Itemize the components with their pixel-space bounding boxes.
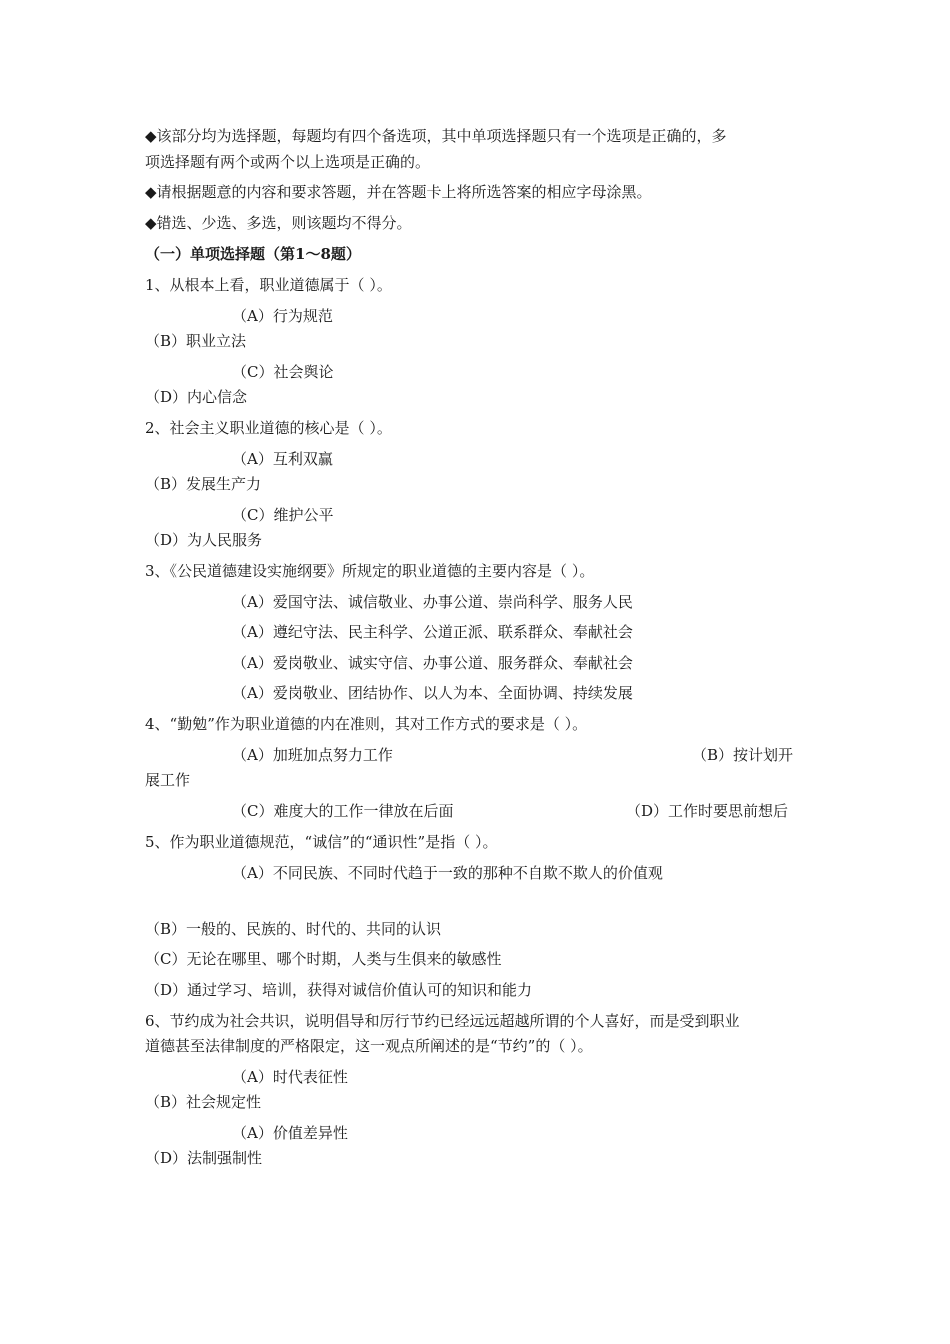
question-6-option-b: （B）社会规定性 xyxy=(145,1093,262,1111)
question-2-option-c: （C）维护公平 xyxy=(232,506,334,524)
question-4-option-b: （B）按计划开 xyxy=(692,746,794,764)
question-6-option-c: （A）价值差异性 xyxy=(232,1124,348,1142)
section-title: （一）单项选择题（第1～8题） xyxy=(145,245,361,263)
question-5-option-d: （D）通过学习、培训，获得对诚信价值认可的知识和能力 xyxy=(145,981,533,999)
note-line-4: ◆错选、少选、多选，则该题均不得分。 xyxy=(145,214,412,232)
question-6-option-a: （A）时代表征性 xyxy=(232,1068,348,1086)
question-4-option-b-continued: 展工作 xyxy=(145,771,191,789)
question-6-option-d: （D）法制强制性 xyxy=(145,1149,263,1167)
question-2-option-a: （A）互利双赢 xyxy=(232,450,333,468)
question-6-stem-line-1: 6、节约成为社会共识，说明倡导和厉行节约已经远远超越所谓的个人喜好，而是受到职业 xyxy=(145,1012,740,1030)
question-5-stem: 5、作为职业道德规范，“诚信”的“通识性”是指（ ）。 xyxy=(145,833,498,851)
question-4-stem: 4、“勤勉”作为职业道德的内在准则，其对工作方式的要求是（ ）。 xyxy=(145,715,588,733)
question-3-option-1: （A）爱国守法、诚信敬业、办事公道、崇尚科学、服务人民 xyxy=(232,593,633,611)
question-3-stem: 3、《公民道德建设实施纲要》所规定的职业道德的主要内容是（ ）。 xyxy=(145,562,595,580)
note-line-1: ◆该部分均为选择题，每题均有四个备选项，其中单项选择题只有一个选项是正确的，多 xyxy=(145,127,727,145)
question-1-option-b: （B）职业立法 xyxy=(145,332,247,350)
question-3-option-2: （A）遵纪守法、民主科学、公道正派、联系群众、奉献社会 xyxy=(232,623,633,641)
question-1-stem: 1、从根本上看，职业道德属于（ ）。 xyxy=(145,276,392,294)
question-4-option-c: （C）难度大的工作一律放在后面 xyxy=(232,802,454,820)
question-5-option-a: （A）不同民族、不同时代趋于一致的那种不自欺不欺人的价值观 xyxy=(232,864,663,882)
question-3-option-3: （A）爱岗敬业、诚实守信、办事公道、服务群众、奉献社会 xyxy=(232,654,633,672)
question-6-stem-line-2: 道德甚至法律制度的严格限定，这一观点所阐述的是“节约”的（ ）。 xyxy=(145,1037,593,1055)
question-1-option-c: （C）社会舆论 xyxy=(232,363,334,381)
question-4-option-a: （A）加班加点努力工作 xyxy=(232,746,393,764)
question-5-option-c: （C）无论在哪里、哪个时期，人类与生俱来的敏感性 xyxy=(145,950,502,968)
question-2-stem: 2、社会主义职业道德的核心是（ ）。 xyxy=(145,419,392,437)
question-2-option-b: （B）发展生产力 xyxy=(145,475,262,493)
note-line-2: 项选择题有两个或两个以上选项是正确的。 xyxy=(145,153,431,171)
question-5-option-b: （B）一般的、民族的、时代的、共同的认识 xyxy=(145,920,442,938)
question-3-option-4: （A）爱岗敬业、团结协作、以人为本、全面协调、持续发展 xyxy=(232,684,633,702)
question-1-option-a: （A）行为规范 xyxy=(232,307,333,325)
question-1-option-d: （D）内心信念 xyxy=(145,388,248,406)
note-line-3: ◆请根据题意的内容和要求答题，并在答题卡上将所选答案的相应字母涂黑。 xyxy=(145,183,652,201)
question-2-option-d: （D）为人民服务 xyxy=(145,531,263,549)
question-4-option-d: （D）工作时要思前想后 xyxy=(626,802,789,820)
